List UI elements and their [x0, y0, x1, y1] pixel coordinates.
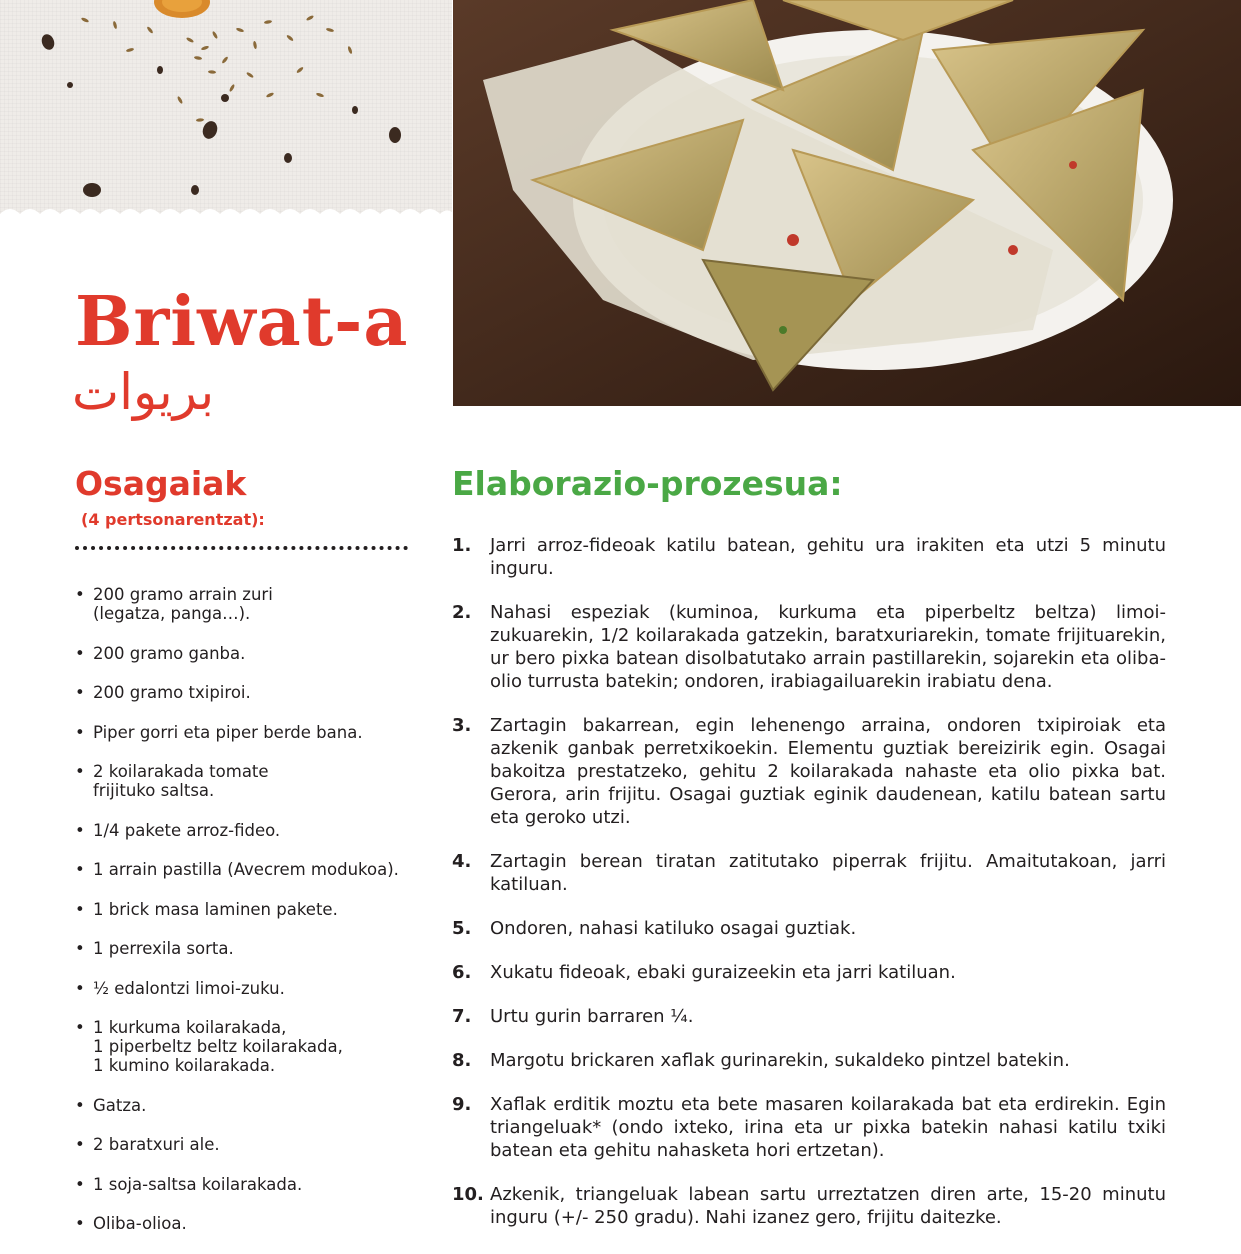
ingredients-list: [75, 585, 445, 1254]
step-number: 9.: [452, 1094, 472, 1115]
step-number: 5.: [452, 918, 472, 939]
procedure-heading: Elaborazio-prozesua:: [452, 464, 843, 503]
step-text: Jarri arroz-fideoak katilu batean, gehitu ura irakiten eta utzi 5 minutu inguru.: [490, 535, 1166, 579]
procedure-step: [452, 1005, 1166, 1028]
procedure-steps: [452, 534, 1166, 1250]
procedure-step: [452, 850, 1166, 896]
procedure-step: [452, 1183, 1166, 1229]
scalloped-edge: [0, 200, 452, 240]
step-number: 6.: [452, 962, 472, 983]
ingredient-item: • 200 gramo ganba.: [75, 644, 445, 663]
ingredients-servings: (4 pertsonarentzat):: [81, 510, 265, 529]
step-number: 7.: [452, 1006, 472, 1027]
ingredient-item: • 2 koilarakada tomate frijituko saltsa.: [75, 762, 445, 800]
ingredient-item: • 1/4 pakete arroz-fideo.: [75, 821, 445, 840]
dotted-divider: [75, 546, 408, 550]
recipe-title: Briwat-a: [75, 282, 409, 362]
ingredient-item: • 2 baratxuri ale.: [75, 1135, 445, 1154]
ingredient-item: • 200 gramo arrain zuri (legatza, panga…).: [75, 585, 445, 623]
procedure-step: [452, 601, 1166, 693]
step-text: Nahasi espeziak (kuminoa, kurkuma eta piperbeltz beltza) limoi-zukuarekin, 1/2 koilarakada gatzekin, baratxuriarekin, tomate frijituarekin, ur bero pixka batean disolbatutako arrain pastillarekin, sojarekin eta oliba-olio turrusta batekin; ondoren, irabiagailuarekin irabiatu dena.: [490, 602, 1166, 692]
ingredient-item: • Piper gorri eta piper berde bana.: [75, 723, 445, 742]
step-text: Zartagin berean tiratan zatitutako piperrak frijitu. Amaitutakoan, jarri katiluan.: [490, 851, 1166, 895]
procedure-step: [452, 714, 1166, 829]
food-image: [453, 0, 1241, 406]
ingredient-item: • 1 perrexila sorta.: [75, 939, 445, 958]
procedure-step: [452, 1049, 1166, 1072]
spice-cloth-decoration: [0, 0, 452, 240]
procedure-step: [452, 917, 1166, 940]
ingredients-heading: Osagaiak: [75, 464, 247, 503]
step-number: 2.: [452, 602, 472, 623]
step-text: Ondoren, nahasi katiluko osagai guztiak.: [490, 918, 857, 939]
step-number: 3.: [452, 715, 472, 736]
step-text: Azkenik, triangeluak labean sartu urreztatzen diren arte, 15-20 minutu inguru (+/- 250 gradu). Nahi izanez gero, frijitu daitezke.: [490, 1184, 1166, 1228]
briwat-photo: [453, 0, 1241, 406]
ingredient-item: • 1 arrain pastilla (Avecrem modukoa).: [75, 860, 445, 879]
ingredient-item: • 1 soja-saltsa koilarakada.: [75, 1175, 445, 1194]
procedure-step: [452, 534, 1166, 580]
step-number: 8.: [452, 1050, 472, 1071]
step-number: 10.: [452, 1184, 484, 1205]
step-text: Zartagin bakarrean, egin lehenengo arraina, ondoren txipiroiak eta azkenik ganbak perretxikoekin. Elementu guztiak bereizirik egin. Osagai bakoitza prestatzeko, gehitu 2 koilarakada nahaste eta olio pixka bat. Gerora, arin frijitu. Osagai guztiak eginik daudenean, katilu batean sartu eta geroko utzi.: [490, 715, 1166, 828]
step-text: Margotu brickaren xaflak gurinarekin, sukaldeko pintzel batekin.: [490, 1050, 1070, 1071]
step-text: Xaflak erditik moztu eta bete masaren koilarakada bat eta erdirekin. Egin triangeluak* (ondo ixteko, irina eta ur pixka batekin nahasi katilu txiki batean eta gehitu nahasketa hori ertzetan).: [490, 1094, 1166, 1161]
ingredient-item: • 200 gramo txipiroi.: [75, 683, 445, 702]
procedure-step: [452, 961, 1166, 984]
ingredient-item: • Gatza.: [75, 1096, 445, 1115]
recipe-title-arabic: بريوات: [72, 363, 215, 421]
ingredient-item: • 1 brick masa laminen pakete.: [75, 900, 445, 919]
step-text: Urtu gurin barraren ¼.: [490, 1006, 694, 1027]
ingredient-item: • Oliba-olioa.: [75, 1214, 445, 1233]
ingredient-item: • 1 kurkuma koilarakada, 1 piperbeltz beltz koilarakada, 1 kumino koilarakada.: [75, 1018, 445, 1075]
step-text: Xukatu fideoak, ebaki guraizeekin eta jarri katiluan.: [490, 962, 956, 983]
step-number: 1.: [452, 535, 472, 556]
step-number: 4.: [452, 851, 472, 872]
ingredient-item: • ½ edalontzi limoi-zuku.: [75, 979, 445, 998]
procedure-step: [452, 1093, 1166, 1162]
